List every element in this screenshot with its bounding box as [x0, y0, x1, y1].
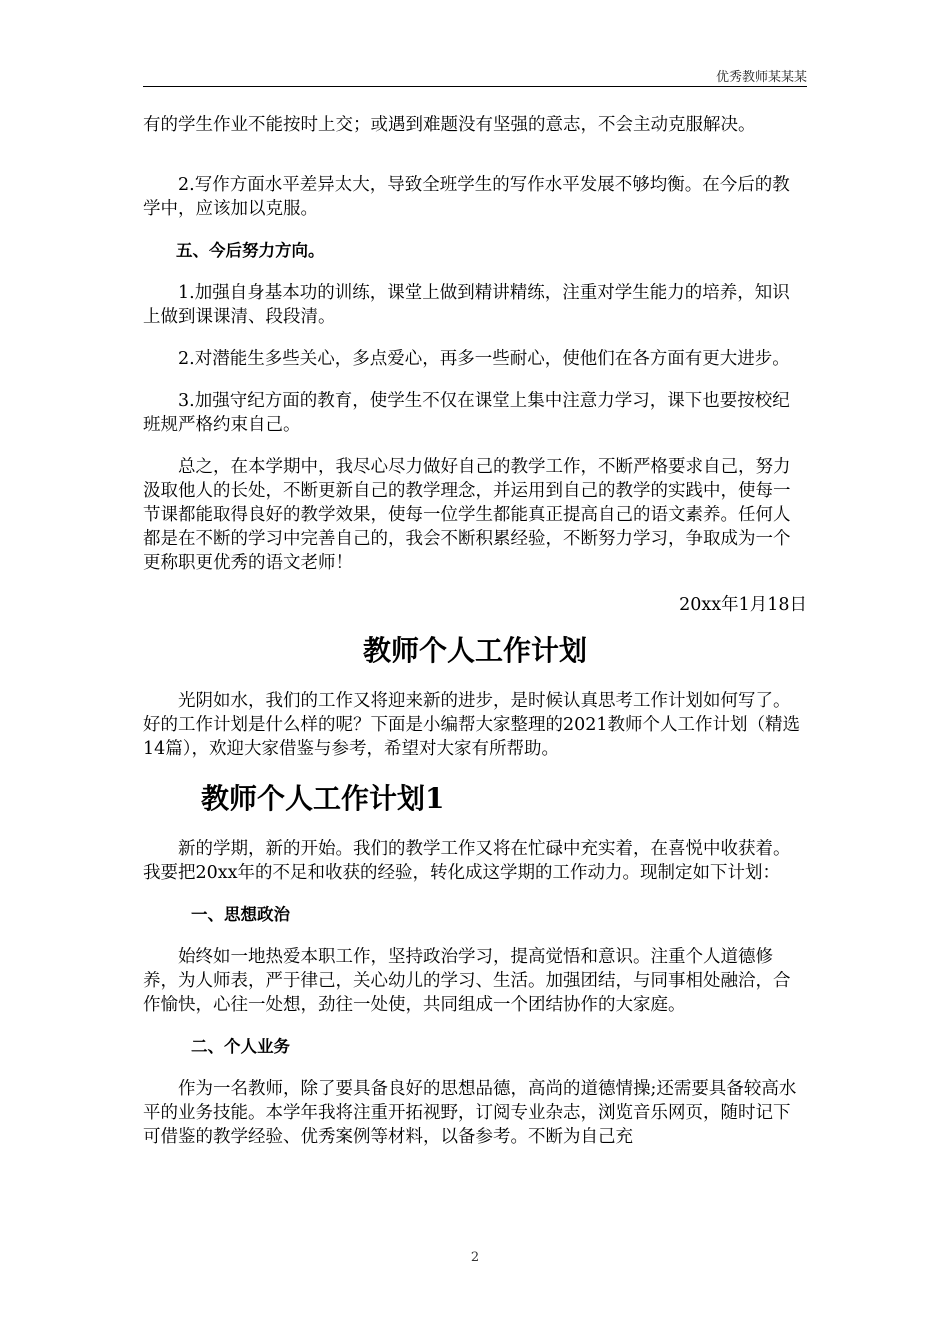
section-heading-future-direction: 五、今后努力方向。	[176, 241, 325, 260]
document-title: 教师个人工作计划	[362, 634, 587, 667]
paragraph-new-semester: 新的学期，新的开始。我们的教学工作又将在忙碌中充实着，在喜悦中收获着。我要把20xx年的不足和收获的经验，转化成这学期的工作动力。现制定如下计划：	[143, 839, 791, 883]
paragraph-intro: 光阴如水，我们的工作又将迎来新的进步，是时候认真思考工作计划如何写了。好的工作计划是什么样的呢？下面是小编帮大家整理的2021教师个人工作计划（精选14篇），欢迎大家借鉴与参考，希望对大家有所帮助。	[143, 691, 801, 759]
paragraph-item-1: 1.加强自身基本功的训练，课堂上做到精讲精练，注重对学生能力的培养，知识上做到课课清、段段清。	[143, 283, 790, 327]
paragraph-writing-issue: 2.写作方面水平差异太大，导致全班学生的写作水平发展不够均衡。在今后的教学中，应该加以克服。	[143, 175, 790, 219]
subtitle-plan-1: 教师个人工作计划1	[201, 782, 445, 815]
paragraph-professional: 作为一名教师，除了要具备良好的思想品德，高尚的道德情操;还需要具备较高水平的业务技能。本学年我将注重开拓视野，订阅专业杂志，浏览音乐网页，随时记下可借鉴的教学经验、优秀案例等材料，以备参考。不断为自己充	[143, 1079, 797, 1147]
section-heading-ideology: 一、思想政治	[191, 905, 290, 924]
paragraph-ideology: 始终如一地热爱本职工作，坚持政治学习，提高觉悟和意识。注重个人道德修养，为人师表，严于律己，关心幼儿的学习、生活。加强团结，与同事相处融洽，合作愉快，心往一处想，劲往一处使，共同组成一个团结协作的大家庭。	[143, 947, 791, 1015]
section-heading-professional: 二、个人业务	[191, 1037, 290, 1056]
paragraph-item-2: 2.对潜能生多些关心，多点爱心，再多一些耐心，使他们在各方面有更大进步。	[178, 349, 790, 369]
document-date: 20xx年1月18日	[679, 595, 807, 615]
paragraph-summary: 总之，在本学期中，我尽心尽力做好自己的教学工作，不断严格要求自己，努力汲取他人的长处，不断更新自己的教学理念，并运用到自己的教学的实践中，使每一节课都能取得良好的教学效果，使每一位学生都能真正提高自己的语文素养。任何人都是在不断的学习中完善自己的，我会不断积累经验，不断努力学习，争取成为一个更称职更优秀的语文老师！	[143, 457, 791, 573]
page-content	[143, 113, 807, 1149]
running-header: 优秀教师某某某	[715, 70, 807, 85]
page-number: 2	[470, 1250, 480, 1265]
paragraph-item-3: 3.加强守纪方面的教育，使学生不仅在课堂上集中注意力学习，课下也要按校纪班规严格约束自己。	[143, 391, 790, 435]
header-rule	[143, 86, 807, 87]
paragraph-continuation: 有的学生作业不能按时上交；或遇到难题没有坚强的意志，不会主动克服解决。	[143, 115, 756, 135]
